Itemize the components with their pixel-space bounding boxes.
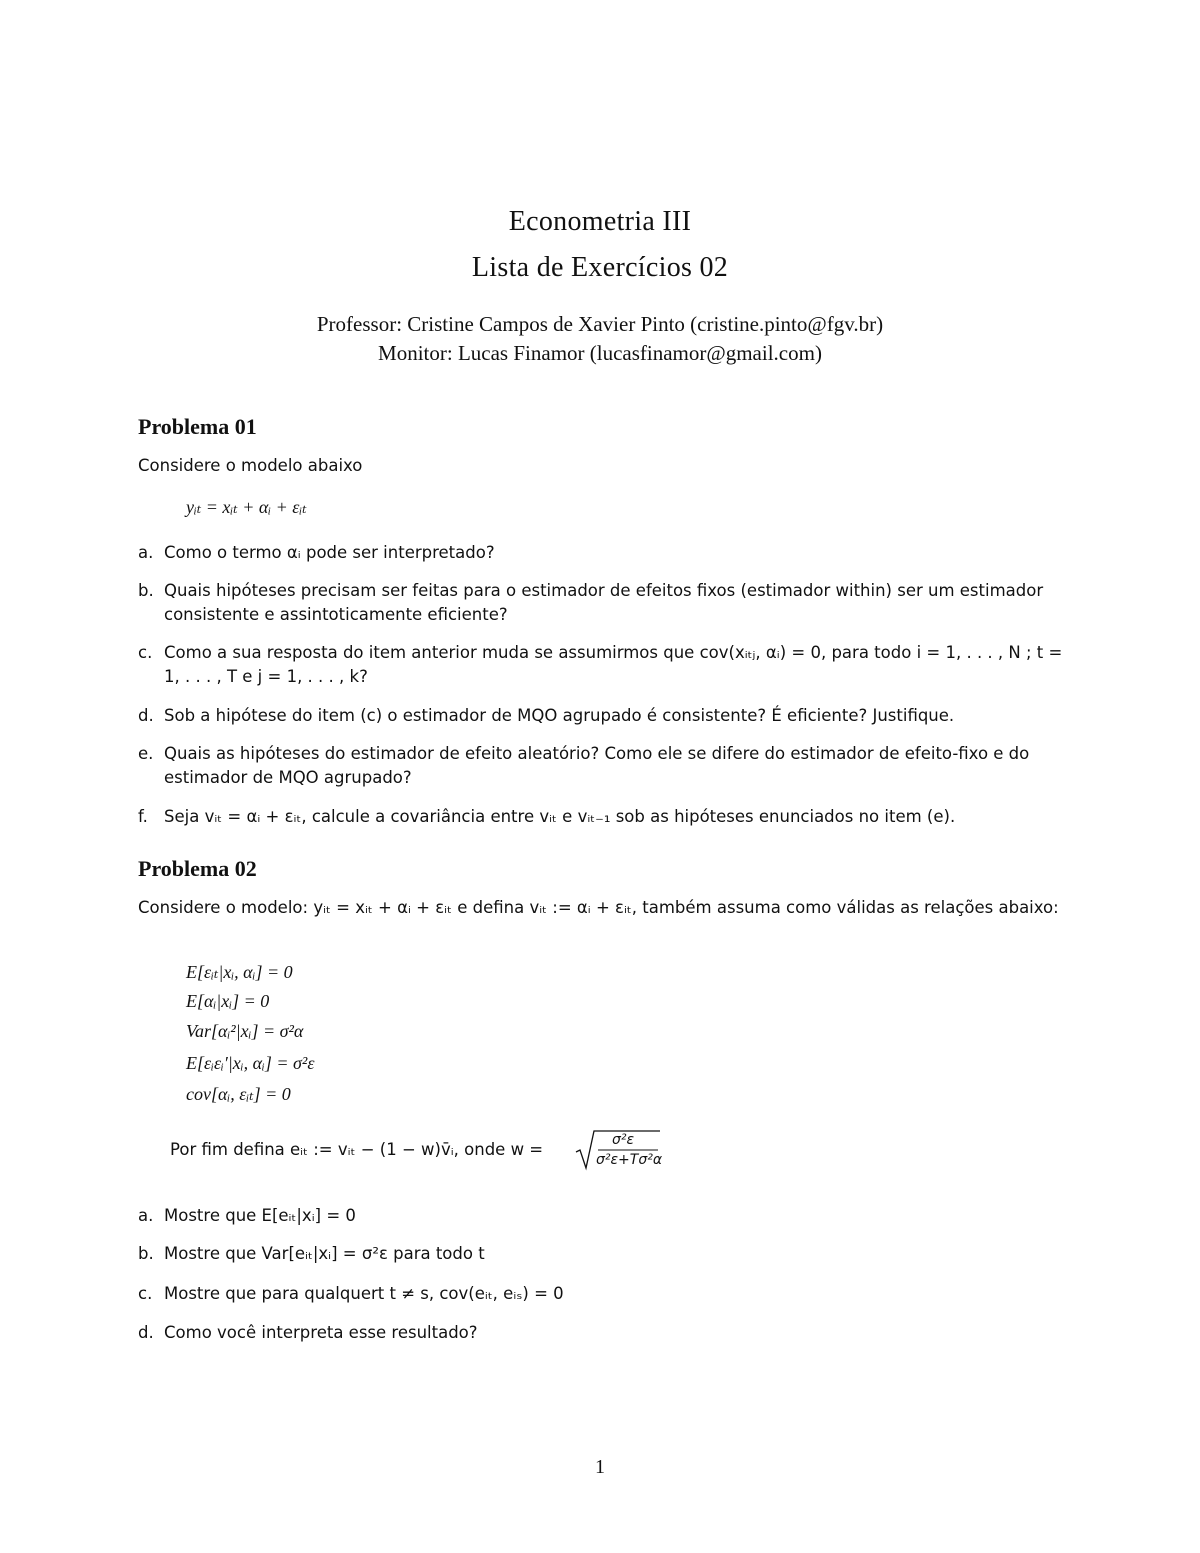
problem-2-heading: Problema 02 xyxy=(138,856,257,881)
sqrt-denominator: σ²ε+Tσ²α xyxy=(596,1152,663,1168)
item-text: Mostre que para qualquert t ≠ s, cov(eᵢₜ, eᵢₛ) = 0 xyxy=(164,1284,564,1303)
item-label: b. xyxy=(138,1244,154,1263)
document-subtitle: Lista de Exercícios 02 xyxy=(471,252,729,283)
item-text: Seja vᵢₜ = αᵢ + εᵢₜ, calcule a covariância entre vᵢₜ e vᵢₜ₋₁ sob as hipóteses enunciados no item (e). xyxy=(164,807,956,826)
item-label: f. xyxy=(138,807,148,826)
problem-2-item-a xyxy=(138,1204,1063,1228)
item-label: b. xyxy=(138,581,154,600)
item-label: c. xyxy=(138,643,153,662)
relation-2: E[αᵢ|xᵢ] = 0 xyxy=(186,991,270,1011)
document-title: Econometria III xyxy=(508,206,692,237)
item-text: Mostre que Var[eᵢₜ|xᵢ] = σ²ε para todo t xyxy=(164,1244,485,1263)
page-number: 1 xyxy=(595,1456,605,1478)
item-label: c. xyxy=(138,1284,153,1303)
item-label: d. xyxy=(138,1323,154,1342)
relation-1: E[εᵢₜ|xᵢ, αᵢ] = 0 xyxy=(186,962,293,982)
item-label: a. xyxy=(138,543,154,562)
relation-5: cov[αᵢ, εᵢₜ] = 0 xyxy=(186,1084,291,1104)
problem-1-intro: Considere o modelo abaixo xyxy=(138,456,363,475)
item-text: Quais as hipóteses do estimador de efeito aleatório? Como ele se difere do estimador de efeito-fixo e do estimador de MQO agrupado? xyxy=(164,744,1030,787)
sqrt-numerator: σ²ε xyxy=(612,1132,635,1148)
item-text: Sob a hipótese do item (c) o estimador de MQO agrupado é consistente? É eficiente? Justifique. xyxy=(164,706,955,725)
problem-1-item-a xyxy=(138,541,1063,565)
monitor-line: Monitor: Lucas Finamor (lucasfinamor@gmail.com) xyxy=(378,341,822,365)
problem-1-item-f xyxy=(138,805,1063,829)
problem-2-item-d xyxy=(138,1321,1063,1345)
item-text: Como o termo αᵢ pode ser interpretado? xyxy=(164,543,495,562)
item-label: e. xyxy=(138,744,154,763)
relation-4: E[εᵢεᵢ′|xᵢ, αᵢ] = σ²ε xyxy=(186,1053,315,1073)
final-definition: Por fim defina eᵢₜ := vᵢₜ − (1 − w)v̄ᵢ, onde w = xyxy=(170,1140,544,1159)
item-label: a. xyxy=(138,1206,154,1225)
problem-1-item-b xyxy=(138,579,1063,627)
problem-1-item-d xyxy=(138,704,1063,728)
item-text: Quais hipóteses precisam ser feitas para o estimador de efeitos fixos (estimador within) ser um estimador consistente e assintoticamente eficiente? xyxy=(164,581,1044,624)
item-text: Como a sua resposta do item anterior muda se assumirmos que cov(xᵢₜⱼ, αᵢ) = 0, para todo i = 1, . . . , N ; t = 1, . . . , T e j = 1, . . . , k? xyxy=(164,643,1063,686)
relation-3: Var[αᵢ²|xᵢ] = σ²α xyxy=(186,1021,304,1041)
item-text: Mostre que E[eᵢₜ|xᵢ] = 0 xyxy=(164,1206,356,1225)
problem-1-item-e xyxy=(138,742,1063,790)
item-text: Como você interpreta esse resultado? xyxy=(164,1323,478,1342)
problem-2-intro: Considere o modelo: yᵢₜ = xᵢₜ + αᵢ + εᵢₜ e defina vᵢₜ := αᵢ + εᵢₜ, também assuma como válidas as relações abaixo: xyxy=(138,898,1059,917)
problem-1-heading: Problema 01 xyxy=(138,414,257,439)
problem-2-item-b xyxy=(138,1242,1063,1266)
problem-1-equation: yᵢₜ = xᵢₜ + αᵢ + εᵢₜ xyxy=(186,497,307,517)
problem-1-item-c xyxy=(138,641,1063,689)
item-label: d. xyxy=(138,706,154,725)
problem-2-item-c xyxy=(138,1282,1063,1306)
professor-line: Professor: Cristine Campos de Xavier Pinto (cristine.pinto@fgv.br) xyxy=(316,312,884,336)
